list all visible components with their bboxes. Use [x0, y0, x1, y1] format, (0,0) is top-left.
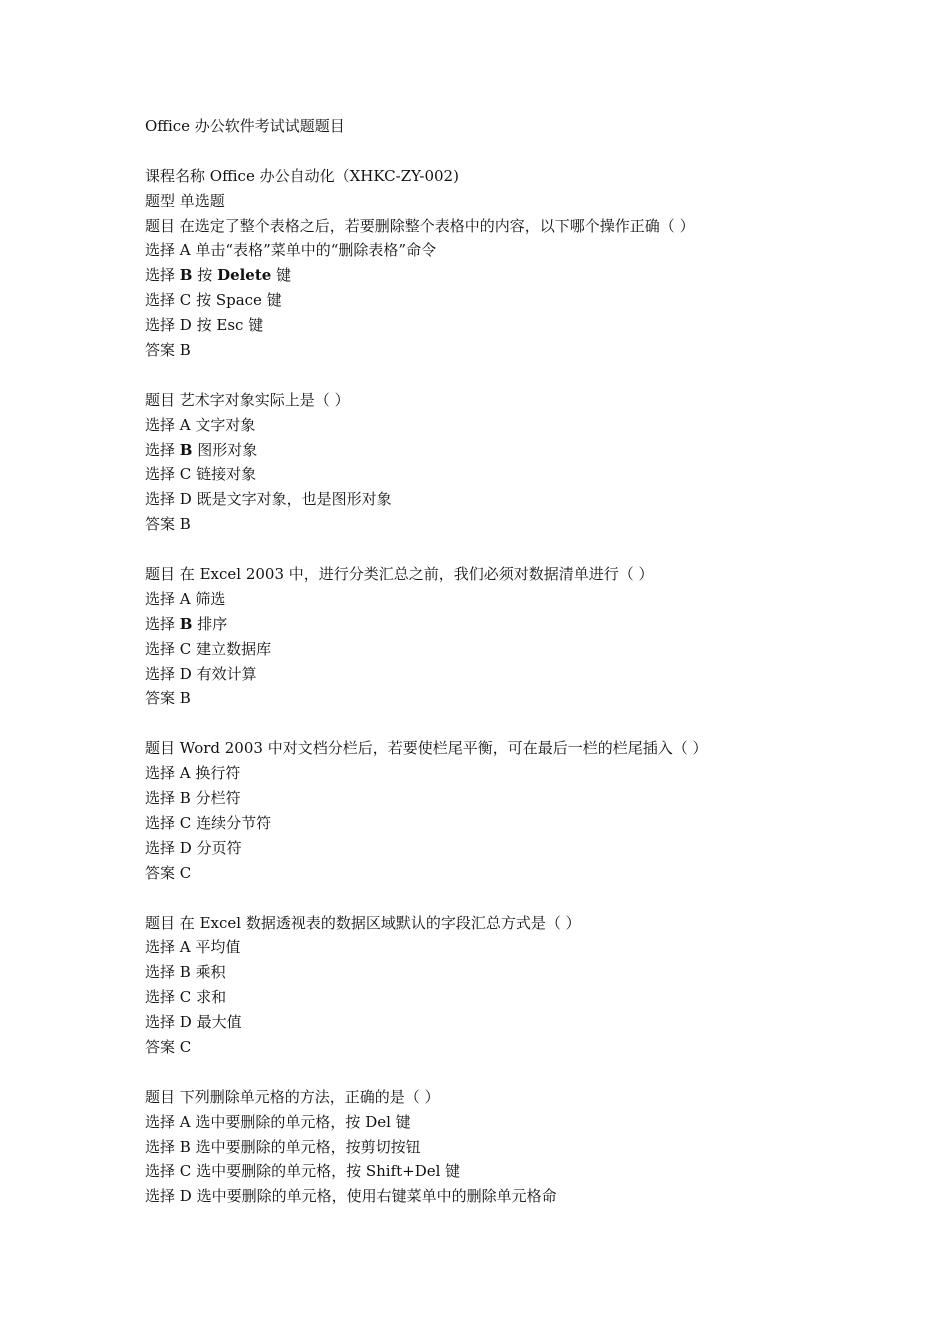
option-label: 选择	[145, 1162, 176, 1181]
option-text: 选中要删除的单元格，按 Shift+Del 键	[196, 1162, 461, 1181]
question-1-answer	[145, 338, 845, 363]
option-label: 选择	[145, 764, 176, 783]
option-letter: A	[179, 241, 191, 260]
option-label: 选择	[145, 1013, 176, 1032]
option-letter: D	[179, 838, 192, 857]
answer-label: 答案	[145, 863, 176, 882]
answer-value: C	[179, 1037, 192, 1056]
answer-label: 答案	[145, 689, 176, 708]
question-3-option-a	[145, 587, 845, 612]
option-letter: C	[179, 988, 192, 1007]
answer-label: 答案	[145, 341, 176, 360]
answer-label: 答案	[145, 1037, 176, 1056]
option-letter: C	[179, 465, 192, 484]
option-letter: B	[179, 266, 193, 285]
option-text: 建立数据库	[196, 639, 272, 658]
option-label: 选择	[145, 789, 176, 808]
question-label: 题目	[145, 216, 176, 235]
question-body: 下列删除单元格的方法，正确的是（ ）	[179, 1087, 440, 1106]
question-label: 题目	[145, 739, 176, 758]
question-6-option-b	[145, 1135, 845, 1160]
answer-value: C	[179, 863, 192, 882]
option-label: 选择	[145, 639, 176, 658]
option-text-tail: 键	[276, 266, 292, 285]
course-label: 课程名称	[145, 166, 206, 185]
question-2-answer	[145, 512, 845, 537]
option-text: 单击“表格”菜单中的“删除表格”命令	[195, 241, 437, 260]
question-3-option-c	[145, 637, 845, 662]
option-text: 连续分节符	[196, 813, 272, 832]
option-label: 选择	[145, 813, 176, 832]
question-2-option-c	[145, 462, 845, 487]
option-label: 选择	[145, 963, 176, 982]
document-page	[145, 114, 845, 1209]
question-3-text	[145, 562, 845, 587]
document-title: Office 办公软件考试试题题目	[145, 117, 345, 135]
question-4-answer	[145, 861, 845, 886]
option-text: 分栏符	[195, 789, 241, 808]
question-2-option-b	[145, 438, 845, 463]
question-1-option-a	[145, 238, 845, 263]
option-text: 排序	[197, 614, 228, 633]
option-letter: B	[179, 963, 191, 982]
question-1-option-c	[145, 288, 845, 313]
option-text: 平均值	[195, 938, 241, 957]
question-6-option-a	[145, 1110, 845, 1135]
question-5-option-c	[145, 985, 845, 1010]
answer-value: B	[179, 341, 191, 360]
answer-value: B	[179, 515, 191, 534]
option-label: 选择	[145, 415, 176, 434]
question-5-option-d	[145, 1010, 845, 1035]
option-label: 选择	[145, 440, 176, 459]
blank-line	[145, 537, 845, 562]
option-label: 选择	[145, 1187, 176, 1206]
option-letter: A	[179, 589, 191, 608]
option-text: 换行符	[195, 764, 241, 783]
option-key-name: Delete	[217, 266, 272, 285]
option-letter: A	[179, 764, 191, 783]
option-label: 选择	[145, 664, 176, 683]
answer-label: 答案	[145, 515, 176, 534]
option-text: 求和	[196, 988, 227, 1007]
question-1-option-b	[145, 263, 845, 288]
option-text: 选中要删除的单元格，按剪切按钮	[195, 1137, 421, 1156]
option-letter: B	[179, 789, 191, 808]
option-label: 选择	[145, 316, 176, 335]
question-4-option-a	[145, 761, 845, 786]
question-3-option-b	[145, 612, 845, 637]
question-body: 在选定了整个表格之后，若要删除整个表格中的内容，以下哪个操作正确（ ）	[179, 216, 695, 235]
option-label: 选择	[145, 266, 176, 285]
option-text: 按 Esc 键	[196, 316, 264, 335]
question-label: 题目	[145, 1087, 176, 1106]
question-1-text	[145, 214, 845, 239]
option-letter: C	[179, 1162, 192, 1181]
question-3-option-d	[145, 662, 845, 687]
course-line	[145, 164, 845, 189]
question-label: 题目	[145, 390, 176, 409]
blank-line	[145, 1060, 845, 1085]
option-label: 选择	[145, 1112, 176, 1131]
option-text: 选中要删除的单元格，使用右键菜单中的删除单元格命	[196, 1187, 557, 1206]
option-label: 选择	[145, 241, 176, 260]
option-letter: B	[179, 1137, 191, 1156]
option-text: 最大值	[196, 1013, 242, 1032]
question-type-value: 单选题	[179, 191, 225, 210]
question-4-option-d	[145, 836, 845, 861]
question-body: Word 2003 中对文档分栏后，若要使栏尾平衡，可在最后一栏的栏尾插入（ ）	[179, 739, 708, 758]
question-type-label: 题型	[145, 191, 176, 210]
question-label: 题目	[145, 913, 176, 932]
option-text: 乘积	[195, 963, 226, 982]
question-5-text	[145, 911, 845, 936]
option-label: 选择	[145, 938, 176, 957]
question-4-text	[145, 736, 845, 761]
blank-line	[145, 886, 845, 911]
option-text: 选中要删除的单元格，按 Del 键	[195, 1112, 411, 1131]
option-label: 选择	[145, 291, 176, 310]
option-text: 按 Space 键	[196, 291, 282, 310]
question-body: 在 Excel 2003 中，进行分类汇总之前，我们必须对数据清单进行（ ）	[179, 565, 654, 584]
blank-line	[145, 711, 845, 736]
option-letter: D	[179, 490, 192, 509]
answer-value: B	[179, 689, 191, 708]
question-type-line	[145, 189, 845, 214]
question-body: 艺术字对象实际上是（ ）	[179, 390, 350, 409]
option-letter: A	[179, 415, 191, 434]
option-text: 筛选	[195, 589, 226, 608]
option-text: 链接对象	[196, 465, 257, 484]
option-letter: B	[179, 440, 193, 459]
blank-line	[145, 363, 845, 388]
option-label: 选择	[145, 614, 176, 633]
option-label: 选择	[145, 988, 176, 1007]
option-letter: C	[179, 813, 192, 832]
question-3-answer	[145, 686, 845, 711]
blank-line	[145, 139, 845, 164]
question-1-option-d	[145, 313, 845, 338]
question-6-text	[145, 1085, 845, 1110]
question-2-option-d	[145, 487, 845, 512]
option-letter: D	[179, 664, 192, 683]
option-text: 文字对象	[195, 415, 256, 434]
option-label: 选择	[145, 465, 176, 484]
option-label: 选择	[145, 838, 176, 857]
question-4-option-b	[145, 786, 845, 811]
question-6-option-c	[145, 1159, 845, 1184]
option-text: 图形对象	[197, 440, 258, 459]
option-text: 既是文字对象，也是图形对象	[196, 490, 392, 509]
question-2-option-a	[145, 413, 845, 438]
option-text: 分页符	[196, 838, 242, 857]
question-5-option-a	[145, 935, 845, 960]
question-6-option-d	[145, 1184, 845, 1209]
option-label: 选择	[145, 1137, 176, 1156]
option-text: 按	[197, 266, 213, 285]
option-letter: C	[179, 291, 192, 310]
question-5-answer	[145, 1035, 845, 1060]
question-4-option-c	[145, 811, 845, 836]
option-letter: A	[179, 1112, 191, 1131]
option-label: 选择	[145, 490, 176, 509]
option-letter: D	[179, 1187, 192, 1206]
option-letter: C	[179, 639, 192, 658]
question-2-text	[145, 388, 845, 413]
course-value: Office 办公自动化（XHKC-ZY-002)	[209, 166, 459, 185]
question-5-option-b	[145, 960, 845, 985]
option-letter: D	[179, 1013, 192, 1032]
option-label: 选择	[145, 589, 176, 608]
option-letter: B	[179, 614, 193, 633]
option-text: 有效计算	[196, 664, 257, 683]
option-letter: A	[179, 938, 191, 957]
option-letter: D	[179, 316, 192, 335]
question-body: 在 Excel 数据透视表的数据区域默认的字段汇总方式是（ ）	[179, 913, 581, 932]
question-label: 题目	[145, 565, 176, 584]
